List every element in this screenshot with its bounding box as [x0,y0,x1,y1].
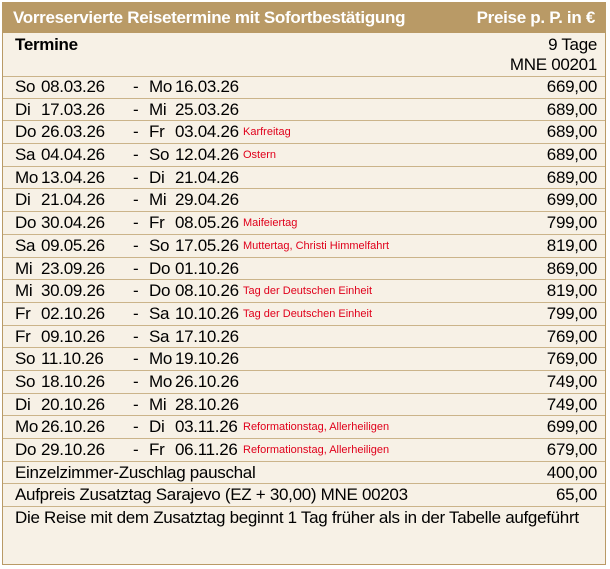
start-date: 30.09.26 [41,281,105,301]
date-separator: - [133,122,139,142]
holiday-note: Tag der Deutschen Einheit [243,307,373,320]
date-separator: - [133,417,139,437]
start-weekday: Di [15,190,31,210]
table-row [3,394,605,417]
date-separator: - [133,326,139,346]
table-row [3,416,605,439]
start-weekday: Mi [15,281,33,301]
end-date: 01.10.26 [175,258,239,278]
price-value: 769,00 [546,349,597,369]
table-row [3,258,605,281]
start-weekday: Mi [15,258,33,278]
table-row [3,121,605,144]
start-weekday: So [15,371,36,391]
end-date: 03.11.26 [175,417,238,437]
price-value: 819,00 [546,281,597,301]
start-weekday: Di [15,394,31,414]
start-weekday: Do [15,213,37,233]
duration-label: 9 Tage [548,35,597,54]
start-weekday: So [15,349,36,369]
table-row [3,212,605,235]
start-date: 26.03.26 [41,122,105,142]
end-weekday: So [149,235,170,255]
end-date: 25.03.26 [175,99,239,119]
end-date: 26.10.26 [175,371,239,391]
start-date: 20.10.26 [41,394,105,414]
date-separator: - [133,213,139,233]
price-value: 799,00 [546,213,597,233]
date-separator: - [133,235,139,255]
end-date: 29.04.26 [175,190,239,210]
holiday-note: Tag der Deutschen Einheit [243,285,373,298]
start-date: 08.03.26 [41,77,105,96]
termine-label: Termine [15,35,78,54]
end-date: 08.10.26 [175,281,239,301]
table-row [3,439,605,462]
holiday-note: Ostern [243,149,277,162]
single-room-price: 400,00 [546,462,597,482]
end-weekday: Fr [149,122,165,142]
end-date: 28.10.26 [175,394,239,414]
price-value: 749,00 [546,371,597,391]
start-date: 21.04.26 [41,190,105,210]
price-note: Preise p. P. in € [476,8,595,27]
trip-code: MNE 00201 [509,55,597,74]
table-row [3,99,605,122]
start-weekday: Do [15,440,37,459]
extra-day-row [3,484,605,507]
holiday-note: Muttertag, Christi Himmelfahrt [243,239,390,252]
start-date: 17.03.26 [41,99,105,119]
price-value: 799,00 [546,303,597,323]
start-date: 04.04.26 [41,145,105,165]
start-date: 13.04.26 [41,167,105,187]
start-weekday: Fr [15,303,31,323]
price-table [2,2,606,565]
date-separator: - [133,394,139,414]
price-value: 689,00 [546,145,597,165]
end-weekday: Fr [149,213,165,233]
end-date: 16.03.26 [175,77,239,96]
end-weekday: Di [149,167,165,187]
end-date: 10.10.26 [175,303,239,323]
date-separator: - [133,190,139,210]
start-weekday: So [15,77,36,96]
table-row [3,76,605,99]
date-separator: - [133,349,139,369]
table-row [3,348,605,371]
date-separator: - [133,77,139,96]
end-date: 08.05.26 [175,213,239,233]
start-date: 09.05.26 [41,235,105,255]
table-row [3,303,605,326]
start-weekday: Fr [15,326,31,346]
holiday-note: Reformationstag, Allerheiligen [243,444,390,456]
start-weekday: Sa [15,235,36,255]
table-row [3,189,605,212]
table-row [3,371,605,394]
holiday-note: Karfreitag [243,126,291,139]
date-separator: - [133,371,139,391]
price-value: 769,00 [546,326,597,346]
end-date: 03.04.26 [175,122,239,142]
date-separator: - [133,258,139,278]
end-weekday: Fr [149,440,165,459]
price-value: 669,00 [546,77,597,96]
single-room-label: Einzelzimmer-Zuschlag pauschal [15,462,256,482]
table-row [3,235,605,258]
start-date: 30.04.26 [41,213,105,233]
date-rows [3,76,605,530]
end-weekday: Mi [149,99,167,119]
end-weekday: Mo [149,349,173,369]
price-value: 819,00 [546,235,597,255]
info-row [3,507,605,530]
end-weekday: Mo [149,77,173,96]
end-weekday: Sa [149,303,170,323]
start-weekday: Di [15,99,31,119]
holiday-note: Reformationstag, Allerheiligen [243,421,390,434]
start-date: 23.09.26 [41,258,105,278]
date-separator: - [133,303,139,323]
end-weekday: Sa [149,326,170,346]
single-room-row [3,462,605,485]
start-date: 29.10.26 [41,440,105,459]
start-date: 26.10.26 [41,417,105,437]
start-date: 02.10.26 [41,303,105,323]
end-weekday: Do [149,258,171,278]
start-date: 09.10.26 [41,326,105,346]
end-date: 12.04.26 [175,145,239,165]
start-weekday: Mo [15,417,39,437]
price-value: 689,00 [546,99,597,119]
start-date: 18.10.26 [41,371,105,391]
end-date: 06.11.26 [175,440,238,459]
end-weekday: Di [149,417,165,437]
price-value: 749,00 [546,394,597,414]
end-date: 17.05.26 [175,235,239,255]
price-value: 689,00 [546,122,597,142]
price-value: 689,00 [546,167,597,187]
end-weekday: Mo [149,371,173,391]
price-value: 869,00 [546,258,597,278]
end-date: 21.04.26 [175,167,239,187]
price-value: 699,00 [546,417,597,437]
table-row [3,326,605,349]
date-separator: - [133,99,139,119]
end-date: 19.10.26 [175,349,239,369]
extra-day-price: 65,00 [555,485,597,505]
info-text: Die Reise mit dem Zusatztag beginnt 1 Tag früher als in der Tabelle aufgeführt [15,508,579,528]
title-bar [3,3,605,33]
date-separator: - [133,145,139,165]
date-separator: - [133,281,139,301]
end-weekday: Mi [149,394,167,414]
start-weekday: Sa [15,145,36,165]
extra-day-label: Aufpreis Zusatztag Sarajevo (EZ + 30,00) MNE 00203 [15,485,408,505]
table-row [3,280,605,303]
start-weekday: Do [15,122,37,142]
date-separator: - [133,440,139,459]
column-header [3,33,605,77]
table-row [3,144,605,167]
start-weekday: Mo [15,167,39,187]
table-row [3,167,605,190]
start-date: 11.10.26 [41,349,104,369]
table-title: Vorreservierte Reisetermine mit Sofortbestätigung [13,8,406,27]
price-value: 699,00 [546,190,597,210]
price-value: 679,00 [546,440,597,459]
end-date: 17.10.26 [175,326,239,346]
end-weekday: Do [149,281,171,301]
end-weekday: Mi [149,190,167,210]
holiday-note: Maifeiertag [243,217,298,230]
end-weekday: So [149,145,170,165]
date-separator: - [133,167,139,187]
